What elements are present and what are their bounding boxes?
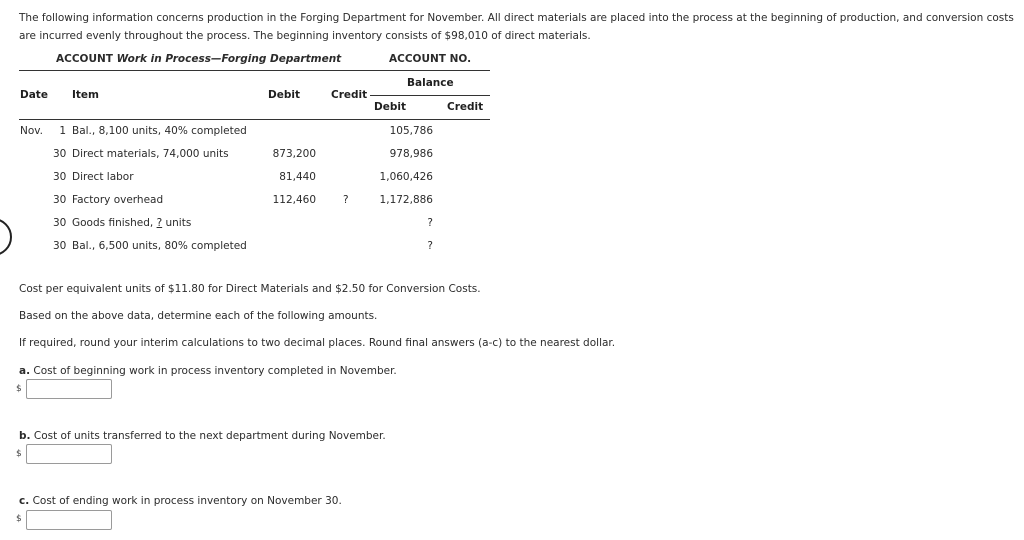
row-day: 30 — [53, 240, 67, 252]
based-on-note: Based on the above data, determine each of the following amounts. — [19, 310, 378, 322]
row-credit: ? — [343, 194, 349, 206]
account-name: Work in Process—Forging Department — [116, 53, 342, 65]
balance-rule — [370, 95, 490, 96]
answer-a-input[interactable] — [26, 379, 112, 399]
row-debit: 81,440 — [279, 171, 316, 183]
header-top-rule — [19, 70, 490, 71]
account-number-label: ACCOUNT NO. — [389, 53, 472, 65]
header-bottom-rule — [19, 119, 490, 120]
question-c: c. Cost of ending work in process inventory on November 30. — [19, 495, 342, 507]
row-item: Factory overhead — [72, 194, 164, 206]
header-balance: Balance — [407, 77, 454, 89]
row-day: 30 — [53, 148, 67, 160]
cost-per-unit-note: Cost per equivalent units of $11.80 for Direct Materials and $2.50 for Conversion Costs. — [19, 283, 481, 295]
row-item: Goods finished, ? units — [72, 217, 192, 229]
unknown-units: ? — [156, 217, 163, 229]
row-debit: 112,460 — [272, 194, 316, 206]
row-day: 30 — [53, 194, 67, 206]
row-debit: 873,200 — [272, 148, 316, 160]
row-item: Direct materials, 74,000 units — [72, 148, 229, 160]
row-day: 30 — [53, 171, 67, 183]
row-balance-debit: ? — [427, 217, 433, 229]
row-item: Direct labor — [72, 171, 134, 183]
row-balance-debit: ? — [427, 240, 433, 252]
row-item: Bal., 8,100 units, 40% completed — [72, 125, 247, 137]
currency-symbol: $ — [16, 449, 22, 459]
header-item: Item — [72, 89, 99, 101]
answer-c-input[interactable] — [26, 510, 112, 530]
row-day: 30 — [53, 217, 67, 229]
row-balance-debit: 978,986 — [389, 148, 433, 160]
answer-b-input[interactable] — [26, 444, 112, 464]
question-b: b. Cost of units transferred to the next department during November. — [19, 430, 386, 442]
header-debit: Debit — [268, 89, 300, 101]
header-credit: Credit — [331, 89, 368, 101]
intro-paragraph: The following information concerns production in the Forging Department for November. All direct materials are placed into the process at the beginning of production, and conversion costs are incurred evenly throughout the process. The beginning inventory consists of $98,010 of direct materials. — [19, 12, 1014, 42]
currency-symbol: $ — [16, 514, 22, 524]
row-balance-debit: 1,060,426 — [379, 171, 433, 183]
question-a: a. Cost of beginning work in process inventory completed in November. — [19, 365, 397, 377]
rounding-note: If required, round your interim calculations to two decimal places. Round final answers (a-c) to the nearest dollar. — [19, 337, 616, 349]
row-balance-debit: 105,786 — [389, 125, 433, 137]
row-item: Bal., 6,500 units, 80% completed — [72, 240, 247, 252]
side-decoration-circle — [0, 218, 12, 256]
header-balance-debit: Debit — [374, 101, 406, 113]
header-balance-credit: Credit — [447, 101, 484, 113]
header-date: Date — [20, 89, 48, 101]
row-balance-debit: 1,172,886 — [379, 194, 433, 206]
row-day: 1 — [59, 125, 66, 137]
currency-symbol: $ — [16, 384, 22, 394]
account-title: ACCOUNT Work in Process—Forging Department — [56, 53, 342, 65]
month-label: Nov. — [20, 125, 44, 137]
